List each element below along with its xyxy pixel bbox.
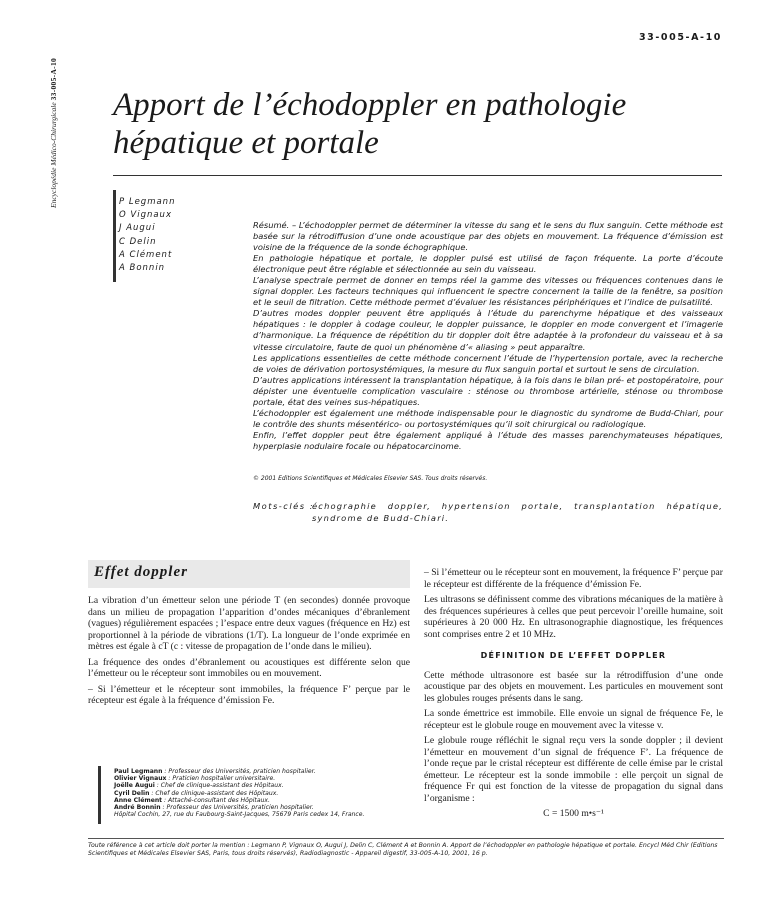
keywords-label: Mots-clés : xyxy=(253,501,315,511)
affiliation-address xyxy=(114,811,364,818)
abstract-paragraph: Résumé. – L’échodoppler permet de déterminer la vitesse du sang et le sens du flux sanguin. Cette méthode est basée sur la rétrodiffusion d’une onde acoustique par des objets en mouvement. La fréquence d’émission est voisine de la fréquence de la sonde échographique. xyxy=(253,220,723,253)
copyright-notice: © 2001 Editions Scientifiques et Médicales Elsevier SAS. Tous droits réservés. xyxy=(253,475,488,482)
body-paragraph: Le globule rouge réfléchit le signal reçu vers la sonde doppler ; il devient l’émetteur en mouvement d’un signal de fréquence F’. La fréquence de l’onde reçue par le cristal récepteur est différente de celle émise par le cristal émetteur. Le récepteur est la sonde immobile : elle perçoit un signal de fréquence Fr qui est fonction de la vitesse de propagation du signal dans l’organisme : xyxy=(424,735,723,804)
authors-list xyxy=(119,196,175,275)
body-paragraph: La fréquence des ondes d’ébranlement ou acoustiques est différente selon que l’émetteur ou le récepteur sont immobiles ou en mouvement. xyxy=(88,656,410,679)
abstract-paragraph: Enfin, l’effet doppler peut être également appliqué à l’étude des masses parenchymateuses hépatiques, hyperplasie nodulaire focale ou hépatocarcinome. xyxy=(253,429,723,451)
affiliation-role: : Professeur des Universités, praticien hospitalier. xyxy=(162,768,316,775)
body-paragraph: – Si l’émetteur et le récepteur sont immobiles, la fréquence F’ perçue par le récepteur est égale à la fréquence d’émission Fe. xyxy=(88,683,410,706)
body-paragraph: Les ultrasons se définissent comme des vibrations mécaniques de la matière à des fréquences supérieures à celles que peut percevoir l’oreille humaine, soit supérieures à 20 000 Hz. En ultrasonographie diagnostique, les fréquences sont comprises entre 2 et 10 MHz. xyxy=(424,594,723,640)
section-title: Effet doppler xyxy=(94,564,188,580)
affiliation-line xyxy=(114,782,364,789)
title-line-2: hépatique et portale xyxy=(113,125,379,161)
subsection-heading: DÉFINITION DE L’EFFET DOPPLER xyxy=(480,651,667,660)
affiliations xyxy=(114,768,364,818)
affiliation-role: : Praticien hospitalier universitaire. xyxy=(166,775,276,783)
affiliation-role: : Chef de clinique-assistant des Hôpitaux. xyxy=(154,782,284,790)
affiliation-name: Anne Clément xyxy=(114,796,163,804)
body-paragraph: La sonde émettrice est immobile. Elle envoie un signal de fréquence Fe, le récepteur est le globule rouge en mouvement avec la vitesse v. xyxy=(424,708,723,731)
abstract-paragraph: Les applications essentielles de cette méthode concernent l’étude de l’hypertension portale, avec la recherche de voies de dérivation portosystémiques, la mesure du flux sanguin portal et surtout le sens de circulation. xyxy=(253,352,723,374)
affiliation-name: André Bonnin xyxy=(114,804,161,812)
title-rule xyxy=(113,175,722,176)
affiliation-role: : Professeur des Universités, praticien hospitalier. xyxy=(160,804,314,812)
side-label xyxy=(49,18,71,208)
body-column-right xyxy=(424,567,723,820)
body-paragraph: – Si l’émetteur ou le récepteur sont en mouvement, la fréquence F’ perçue par le récepteur est différente de la fréquence d’émission Fe. xyxy=(424,567,723,590)
abstract-paragraph: En pathologie hépatique et portale, le doppler pulsé est utilisé de façon fréquente. La porte d’écoute électronique peut être réglable et sélectionnée au sein du vaisseau. xyxy=(253,253,723,275)
citation-footer: Toute référence à cet article doit porter la mention : Legmann P, Vignaux O, Augui J, Delin C, Clément A et Bonnin A. Apport de l’échodoppler en pathologie hépatique et portale. Encycl Méd Chir (Editions Scientifiques et Médicales Elsevier SAS, Paris, tous droits réservés), Radiodiagnostic - Appareil digestif, 33-005-A-10, 2001, 16 p. xyxy=(88,842,718,857)
body-column-left xyxy=(88,595,410,711)
affiliation-name: Paul Legmann xyxy=(114,768,163,775)
affiliation-name: Cyril Delin xyxy=(114,789,150,797)
title-line-1: Apport de l’échodoppler en pathologie xyxy=(113,87,627,123)
side-label-code: 33-005-A-10 xyxy=(49,57,58,101)
author: C Delin xyxy=(119,236,157,247)
author: J Augui xyxy=(119,223,156,234)
affiliation-line xyxy=(114,797,364,804)
side-label-prefix: Encyclopédie Médico-Chirurgicale xyxy=(49,102,58,208)
author: A Bonnin xyxy=(119,263,166,274)
body-paragraph: Cette méthode ultrasonore est basée sur la rétrodiffusion d’une onde acoustique par des objets en mouvement. Les particules en mouvement sont les globules rouges présents dans le sang. xyxy=(424,669,723,704)
abstract-paragraph: L’échodoppler est également une méthode indispensable pour le diagnostic du syndrome de Budd-Chiari, pour le contrôle des shunts mésentérico- ou portosystémiques qu’il soit chirurgical ou radiologique. xyxy=(253,407,723,429)
affiliation-role: : Attaché-consultant des Hôpitaux. xyxy=(162,796,270,804)
author: A Clément xyxy=(119,249,173,260)
body-paragraph: La vibration d’un émetteur selon une période T (en secondes) donnée provoque dans un milieu de propagation l’apparition d’ondes mécaniques d’ébranlement (vagues) régulièrement espacées ; l’espace entre deux vagues (fréquence en Hz) est proportionnel à la période de vibrations (1/T). La longueur de l’onde exprimée en mètres est égale à cT (c : vitesse de propagation de l’onde dans le milieu). xyxy=(88,595,410,652)
affiliation-role: Hôpital Cochin, 27, rue du Faubourg-Saint-Jacques, 75679 Paris cedex 14, France. xyxy=(114,811,365,819)
abstract-paragraph: L’analyse spectrale permet de donner en temps réel la gamme des vitesses ou fréquences contenues dans le signal doppler. Les facteurs techniques qui influencent le spectre concernent la taille de la fenêtre, sa position et le seuil de filtration. Cette méthode permet d’évaluer les résistances périphériques et l’indice de pulsatilité. xyxy=(253,275,723,308)
article-title xyxy=(113,86,713,162)
authors-bar xyxy=(113,190,116,282)
affiliation-name: Joëlle Augui xyxy=(114,782,155,790)
formula: C = 1500 m•s⁻¹ xyxy=(543,808,604,819)
abstract xyxy=(253,220,723,452)
author: O Vignaux xyxy=(119,210,172,221)
keywords-value: échographie doppler, hypertension portale, transplantation hépatique, syndrome de Budd-Chiari. xyxy=(312,501,723,523)
abstract-paragraph: D’autres modes doppler peuvent être appliqués à l’étude du parenchyme hépatique et des vaisseaux hépatiques : le doppler à codage couleur, le doppler puissance, le doppler en mode convergent et l’imagerie d’harmonique. La fréquence de répétition du tir doppler doit être adaptée à la profondeur du vaisseau et à sa vitesse circulatoire, faute de quoi un phénomène d’« aliasing » peut apparaître. xyxy=(253,308,723,352)
affiliation-role: : Chef de clinique-assistant des Hôpitaux. xyxy=(149,789,279,797)
affiliation-name: Olivier Vignaux xyxy=(114,775,167,783)
abstract-paragraph: D’autres applications intéressent la transplantation hépatique, à la fois dans le bilan pré- et postopératoire, pour dépister une éventuelle complication vasculaire : sténose ou thrombose artérielle, sténose ou thrombose portale, état des veines sus-hépatiques. xyxy=(253,374,723,407)
footer-rule xyxy=(88,838,724,839)
author: P Legmann xyxy=(119,197,176,207)
reference-code: 33-005-A-10 xyxy=(638,32,722,43)
affiliation-line xyxy=(114,790,364,797)
